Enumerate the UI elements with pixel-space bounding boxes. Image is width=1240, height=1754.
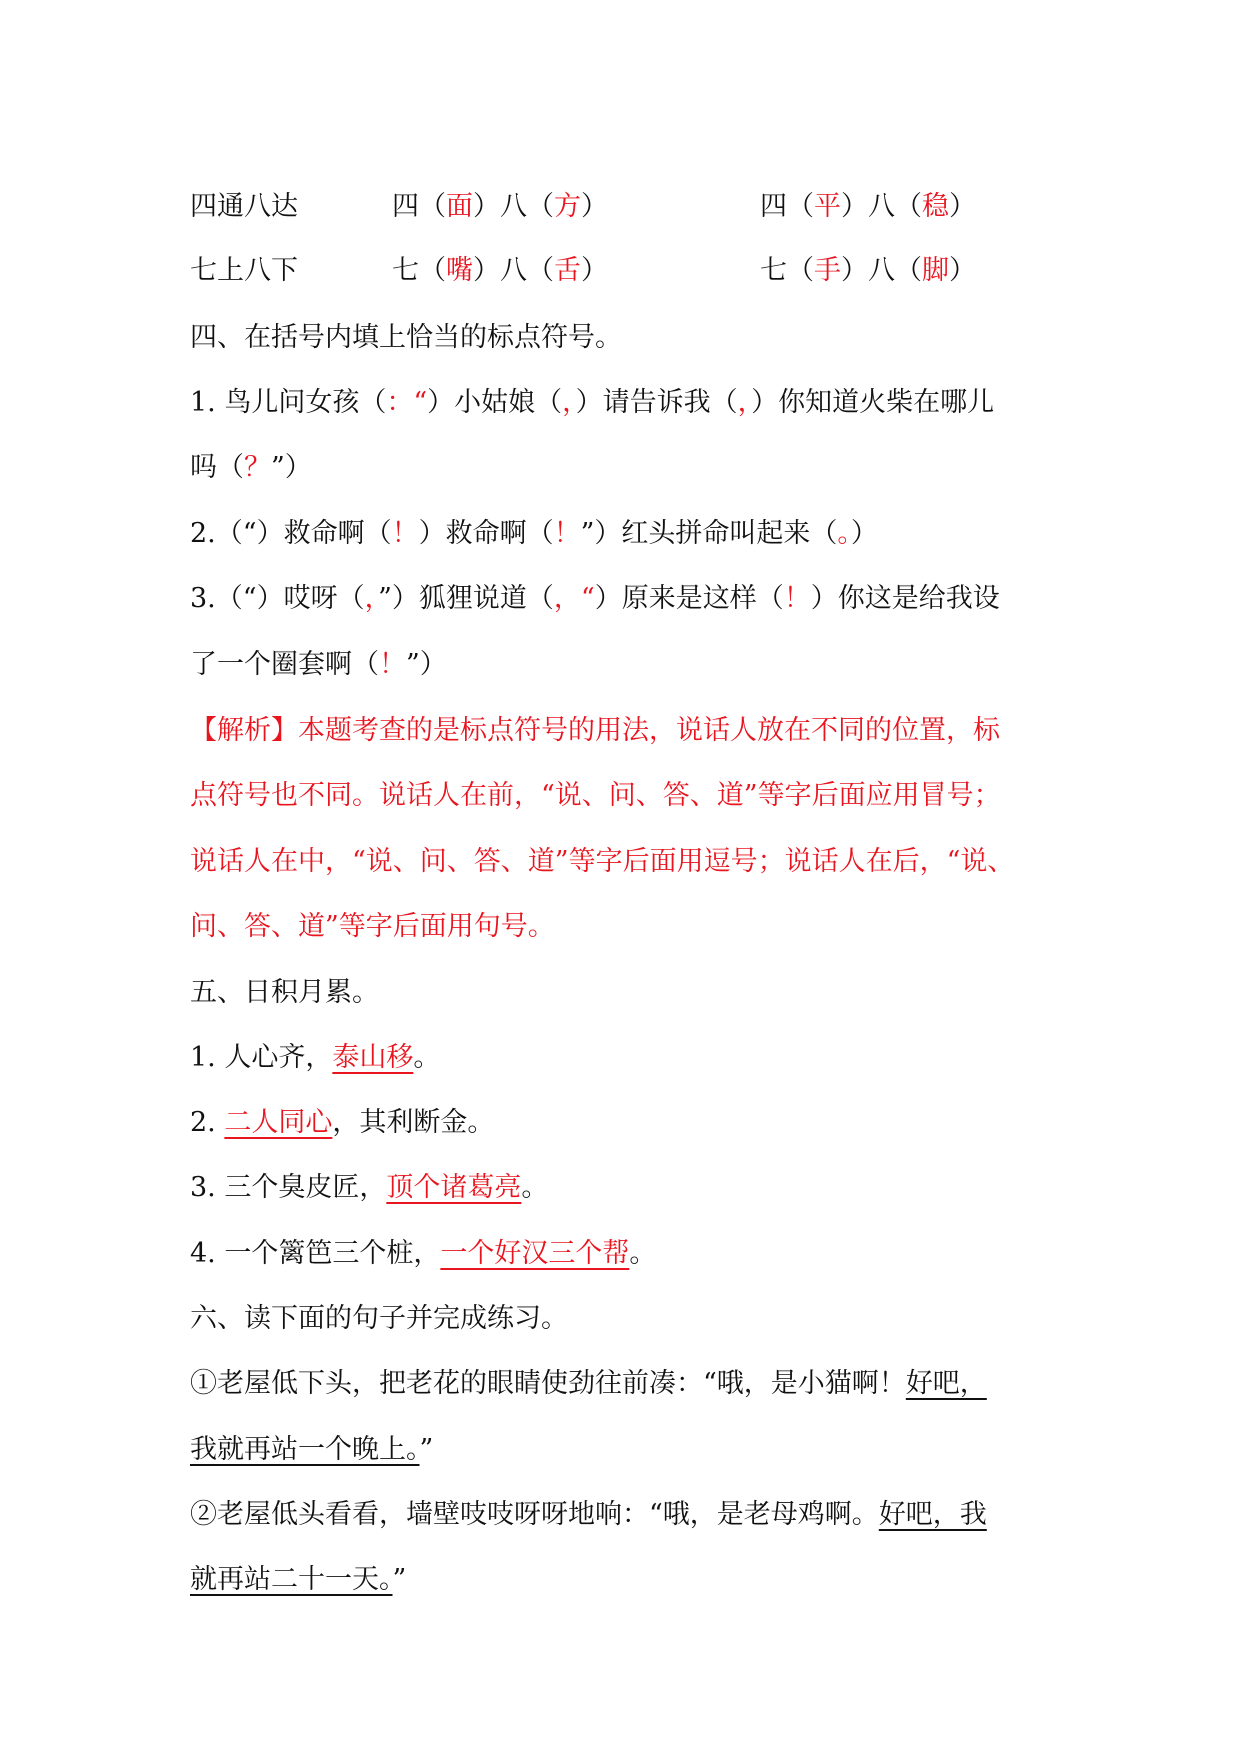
- answer-text: ！: [391, 518, 419, 549]
- analysis-line: 点符号也不同。说话人在前，“说、问、答、道”等字后面应用冒号；: [190, 780, 1001, 811]
- question-2: 2.（“）救命啊（！）救命啊（！”）红头拼命叫起来（。）: [190, 518, 878, 549]
- answer-text: 嘴: [446, 255, 473, 286]
- question-1: 1. 鸟儿问女孩（：“）小姑娘（，）请告诉我（，）你知道火柴在哪儿: [190, 387, 995, 418]
- answer-text: ！: [553, 518, 581, 549]
- answer-text: 手: [814, 255, 841, 286]
- answer-text: 泰山移: [332, 1042, 414, 1073]
- sentence-1: ①老屋低下头，把老花的眼睛使劲往前凑：“哦，是小猫啊！好吧，: [190, 1368, 987, 1399]
- section-title: 五、日积月累。: [190, 977, 379, 1008]
- analysis-line: 问、答、道”等字后面用句号。: [190, 911, 555, 942]
- answer-text: 。: [837, 518, 851, 549]
- answer-text: ？: [244, 452, 271, 483]
- answer-text: 脚: [922, 255, 949, 286]
- idiom-word: 七上八下: [190, 255, 298, 286]
- answer-text: 方: [554, 191, 581, 222]
- question-3-continued: 了一个圈套啊（！”）: [190, 649, 447, 680]
- idiom-word: 四通八达: [190, 191, 298, 222]
- answer-text: ，: [562, 387, 576, 418]
- underlined-text: 好吧，: [905, 1368, 987, 1399]
- idiom-pattern-left: 七（嘴）八（舌）: [392, 255, 608, 286]
- answer-text: 二人同心: [224, 1107, 333, 1138]
- proverb-item: 1. 人心齐，泰山移。: [190, 1042, 441, 1073]
- section-title: 六、读下面的句子并完成练习。: [190, 1303, 568, 1334]
- answer-text: ，: [737, 387, 752, 418]
- answer-text: 顶个诸葛亮: [386, 1172, 522, 1203]
- underlined-text: 好吧，我: [878, 1499, 987, 1530]
- answer-text: 平: [814, 191, 841, 222]
- answer-text: ！: [783, 583, 811, 614]
- sentence-1-continued: 我就再站一个晚上。”: [190, 1434, 434, 1465]
- question-1-continued: 吗（？”）: [190, 452, 312, 483]
- sentence-2-continued: 就再站二十一天。”: [190, 1564, 407, 1595]
- proverb-item: 4. 一个篱笆三个桩，一个好汉三个帮。: [190, 1238, 657, 1269]
- answer-text: 面: [446, 191, 473, 222]
- answer-text: 稳: [922, 191, 949, 222]
- answer-text: 舌: [554, 255, 581, 286]
- underlined-text: 就再站二十一天。: [190, 1564, 393, 1595]
- underlined-text: 我就再站一个晚上。: [190, 1434, 420, 1465]
- section-title: 四、在括号内填上恰当的标点符号。: [190, 322, 622, 353]
- answer-text: ：“: [386, 387, 428, 418]
- answer-text: ，: [364, 583, 379, 614]
- analysis-line: 说话人在中，“说、问、答、道”等字后面用逗号；说话人在后，“说、: [190, 846, 1015, 877]
- analysis-line: 【解析】本题考查的是标点符号的用法，说话人放在不同的位置，标: [190, 715, 1000, 746]
- proverb-item: 3. 三个臭皮匠，顶个诸葛亮。: [190, 1172, 549, 1203]
- question-3: 3.（“）哎呀（，”）狐狸说道（，“）原来是这样（！）你这是给我设: [190, 583, 1000, 614]
- idiom-pattern-left: 四（面）八（方）: [392, 191, 608, 222]
- answer-text: ，“: [553, 583, 595, 614]
- proverb-item: 2. 二人同心，其利断金。: [190, 1107, 495, 1138]
- idiom-pattern-right: 四（平）八（稳）: [760, 191, 976, 222]
- idiom-pattern-right: 七（手）八（脚）: [760, 255, 976, 286]
- answer-text: ！: [379, 649, 406, 680]
- sentence-2: ②老屋低头看看，墙壁吱吱呀呀地响：“哦，是老母鸡啊。好吧，我: [190, 1499, 987, 1530]
- answer-text: 一个好汉三个帮: [440, 1238, 630, 1269]
